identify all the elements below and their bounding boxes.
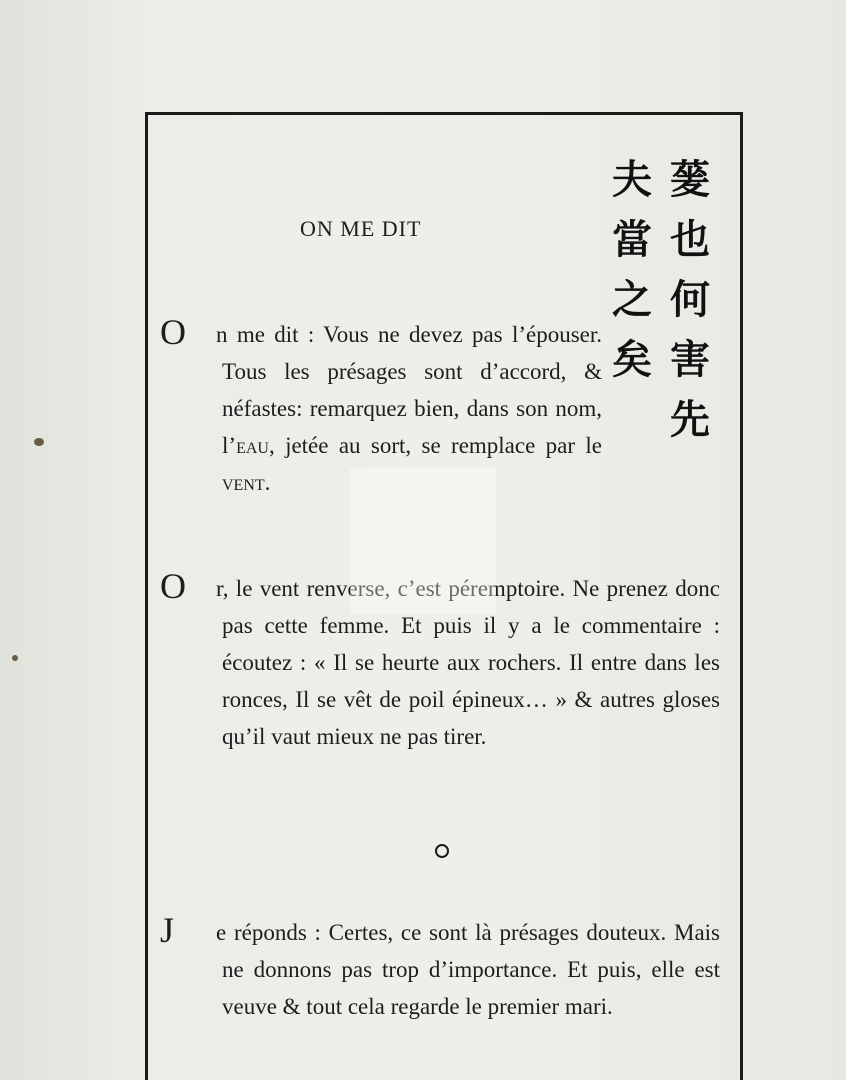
chinese-epigraph-column-left (612, 150, 652, 390)
chinese-char: 之 (612, 276, 652, 323)
chinese-char: 當 (612, 216, 652, 263)
chinese-char: 蓌 (670, 156, 710, 203)
paper-speck (12, 655, 18, 661)
chinese-char: 矣 (612, 336, 652, 383)
chinese-char: 也 (670, 216, 710, 263)
paragraph-text: e réponds : Certes, ce sont là présages douteux. Mais ne donnons pas trop d’importance. Et puis, elle est veuve & tout cela regarde le premier mari. (216, 920, 720, 1019)
chinese-char: 何 (670, 276, 710, 323)
dropcap: O (160, 312, 186, 352)
paragraph-text: r, le vent renverse, c’est péremptoire. Ne prenez donc pas cette femme. Et puis il y a le commentaire : écoutez : « Il se heurte aux rochers. Il entre dans les ronces, Il se vêt de poil épineux… » & autres gloses qu’il vaut mieux ne pas tirer. (216, 576, 720, 749)
paragraph-text: . (264, 470, 271, 495)
paragraph-text: , jetée au sort, se remplace par le (268, 433, 602, 458)
dropcap: O (160, 566, 186, 606)
section-ornament-circle (435, 844, 449, 858)
small-caps-word: eau (236, 433, 269, 458)
paragraph-text: n me dit : Vous ne devez pas l’épouser. Tous les présages sont d’accord, & néfastes: remarquez bien, dans son nom, l’ (216, 322, 602, 458)
chinese-char: 害 (670, 336, 710, 383)
dropcap: J (160, 910, 175, 950)
poem-title: ON ME DIT (300, 216, 422, 241)
small-caps-word: vent (222, 470, 265, 495)
chinese-char: 夫 (612, 156, 652, 203)
watermark-overlay (350, 468, 496, 614)
chinese-char: 先 (670, 396, 710, 443)
paragraph-3 (160, 910, 720, 1025)
chinese-epigraph-column-right (670, 150, 710, 450)
paper-speck (34, 438, 44, 446)
